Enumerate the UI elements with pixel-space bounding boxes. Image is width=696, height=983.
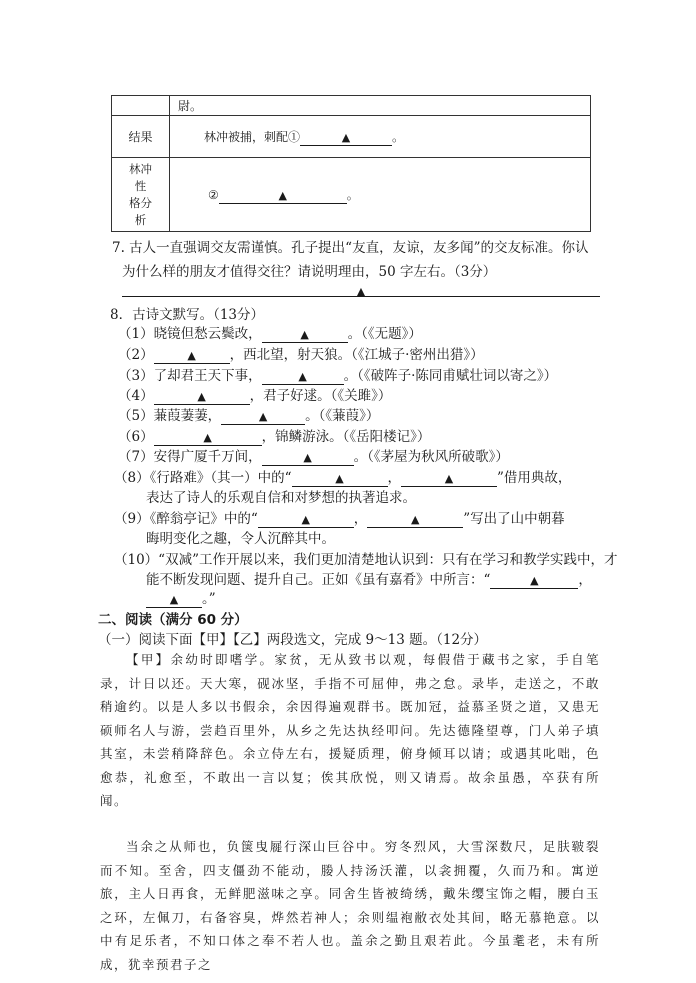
char-label-4: 析 — [134, 212, 147, 227]
answer-blank[interactable] — [401, 471, 497, 487]
triangle-icon: ▲ — [169, 593, 179, 606]
answer-blank[interactable] — [154, 430, 262, 446]
triangle-icon: ▲ — [187, 349, 196, 362]
answer-blank[interactable] — [146, 592, 202, 608]
section2-sub: （一）阅读下面【甲】【乙】两段选文，完成 9～13 题。（12分） — [98, 632, 488, 648]
q8-item-text: （5）蒹葭萋萋， — [118, 408, 222, 424]
q8-item-10-line2 — [146, 568, 592, 589]
q8-item-text: 。（《茅屋为秋风所破歌》） — [353, 449, 509, 465]
char-end: 。 — [346, 187, 359, 202]
char-label-2: 性 — [134, 178, 147, 193]
table-cell-empty — [112, 96, 170, 116]
q8-item-text: ”借用典故， — [497, 470, 572, 486]
q8-item-2 — [118, 343, 484, 364]
q8-item-text: （6） — [118, 429, 154, 445]
triangle-icon: ▲ — [258, 410, 268, 423]
q8-item-text: ， — [353, 511, 368, 527]
answer-blank[interactable] — [262, 450, 354, 466]
q8-item-text: ， — [578, 572, 592, 588]
q8-item-9-line2: 晦明变化之趣，令人沉醉其中。 — [146, 531, 335, 547]
triangle-icon: ▲ — [301, 513, 310, 526]
character-table — [111, 95, 591, 232]
answer-blank[interactable] — [154, 389, 250, 405]
answer-blank[interactable] — [262, 327, 348, 343]
q8-item-text: 能不断发现问题、提升自己。正如《虽有嘉肴》中所言：“ — [146, 572, 491, 588]
triangle-icon: ▲ — [444, 472, 454, 485]
q8-item-text: ，西北望，射天狼。（《江城子·密州出猎》） — [229, 347, 484, 363]
result-text: 林冲被捕，刺配① — [204, 129, 301, 144]
row1-text: 尉。 — [178, 99, 203, 113]
q8-item-text: 。” — [202, 591, 216, 607]
result-label: 结果 — [112, 116, 170, 158]
q8-item-text: （3）了却君王天下事， — [118, 368, 262, 384]
q8-item-text: （8）《行路难》（其一）中的“ — [114, 470, 292, 486]
q8-item-3 — [118, 364, 557, 385]
q8-item-text: 。（《破阵子·陈同甫赋壮词以寄之》） — [343, 368, 558, 384]
q8-item-text: ，锦鳞游泳。（《岳阳楼记》） — [261, 429, 431, 445]
q7-line1: 7. 古人一直强调交友需谨慎。孔子提出“友直，友谅，友多闻”的交友标准。你认 — [112, 240, 589, 256]
q7-line2: 为什么样的朋友才值得交往？请说明理由，50 字左右。（3分） — [122, 264, 497, 280]
answer-blank-2[interactable] — [219, 188, 347, 204]
q8-item-text: ”写出了山中朝暮 — [463, 511, 565, 527]
passage-para-1: 【甲】余幼时即嗜学。家贫，无从致书以观，每假借于藏书之家，手自笔录，计日以还。天大寒，砚冰坚，手指不可屈伸，弗之怠。录毕，走送之，不敢稍逾约。以是人多以书假余，余因得遍观群书。既加冠，益慕圣贤之道，又患无硕师名人与游，尝趋百里外，从乡之先达执经叩问。先达德隆望尊，门人弟子填其室，未尝稍降辞色。余立侍左右，援疑质理，俯身倾耳以请；或遇其叱咄，色愈恭，礼愈至，不敢出一言以复；俟其欣悦，则又请焉。故余虽愚，卒获有所闻。 — [100, 652, 600, 808]
triangle-icon: ▲ — [298, 370, 307, 383]
q8-item-text: （7）安得广厦千万间， — [118, 449, 262, 465]
q8-item-text: （1）晓镜但愁云鬓改， — [118, 326, 262, 342]
q8-item-5 — [118, 404, 379, 425]
triangle-icon: ▲ — [341, 130, 351, 144]
q8-item-text: ， — [387, 470, 401, 486]
q8-title: 8．古诗文默写。（13分） — [110, 307, 265, 323]
answer-blank[interactable] — [154, 348, 230, 364]
answer-blank[interactable] — [292, 471, 388, 487]
triangle-icon: ▲ — [335, 472, 344, 485]
answer-blank[interactable] — [367, 512, 463, 528]
q8-item-text: ，君子好逑。（《关雎》） — [249, 388, 392, 404]
char-label-3: 格分 — [129, 195, 152, 210]
answer-blank[interactable] — [262, 369, 344, 385]
passage-para-2: 当余之从师也，负箧曳屣行深山巨谷中。穷冬烈风，大雪深数尺，足肤皲裂而不知。至舍，四支僵劲不能动，媵人持汤沃灌，以衾拥覆，久而乃和。寓逆旅，主人日再食，无鲜肥滋味之享。同舍生皆被绮绣，戴朱缨宝饰之帽，腰白玉之环，左佩刀，右备容臭，烨然若神人；余则缊袍敝衣处其间，略无慕艳意。以中有足乐者，不知口体之奉不若人也。盖余之勤且艰若此。今虽耄老，未有所成，犹幸预君子之 — [100, 839, 600, 972]
char-num: ② — [208, 187, 219, 202]
q8-item-text: （9）《醉翁亭记》中的“ — [114, 511, 258, 527]
q7-answer-line[interactable] — [122, 283, 600, 297]
q8-item-7 — [118, 445, 509, 466]
result-end: 。 — [392, 129, 405, 144]
result-cell — [170, 116, 591, 158]
q8-item-8-line2: 表达了诗人的乐观自信和对梦想的执著追求。 — [146, 490, 416, 506]
q8-item-10-line1: （10）“双减”工作开展以来，我们更加清楚地认识到：只有在学习和教学实践中，才 — [114, 552, 618, 568]
q8-item-1 — [118, 322, 422, 343]
answer-blank[interactable] — [221, 409, 305, 425]
q8-item-text: （2） — [118, 347, 154, 363]
table-cell-row1 — [170, 96, 591, 116]
character-analysis-cell — [170, 158, 591, 232]
triangle-icon: ▲ — [278, 188, 287, 202]
character-analysis-label — [112, 158, 170, 232]
triangle-icon: ▲ — [411, 513, 420, 526]
answer-blank[interactable] — [258, 512, 354, 528]
triangle-icon: ▲ — [197, 390, 206, 403]
q8-item-4 — [118, 384, 391, 405]
answer-blank[interactable] — [490, 573, 578, 589]
q8-item-6 — [118, 425, 430, 446]
q8-item-text: （4） — [118, 388, 154, 404]
section2-title: 二、阅读（满分 60 分） — [98, 612, 248, 628]
triangle-icon: ▲ — [303, 451, 312, 464]
q8-item-8 — [114, 466, 571, 487]
q8-item-text: 。（《无题》） — [347, 326, 422, 342]
q8-item-text: 。（《蒹葭》） — [305, 408, 380, 424]
triangle-icon: ▲ — [530, 574, 539, 587]
char-label-1: 林冲 — [129, 161, 152, 176]
triangle-icon: ▲ — [203, 431, 212, 444]
q8-item-10-line3 — [146, 587, 216, 608]
q8-item-9 — [114, 507, 565, 528]
answer-blank-1[interactable] — [300, 130, 392, 146]
triangle-icon: ▲ — [356, 285, 366, 298]
triangle-icon: ▲ — [300, 328, 309, 341]
